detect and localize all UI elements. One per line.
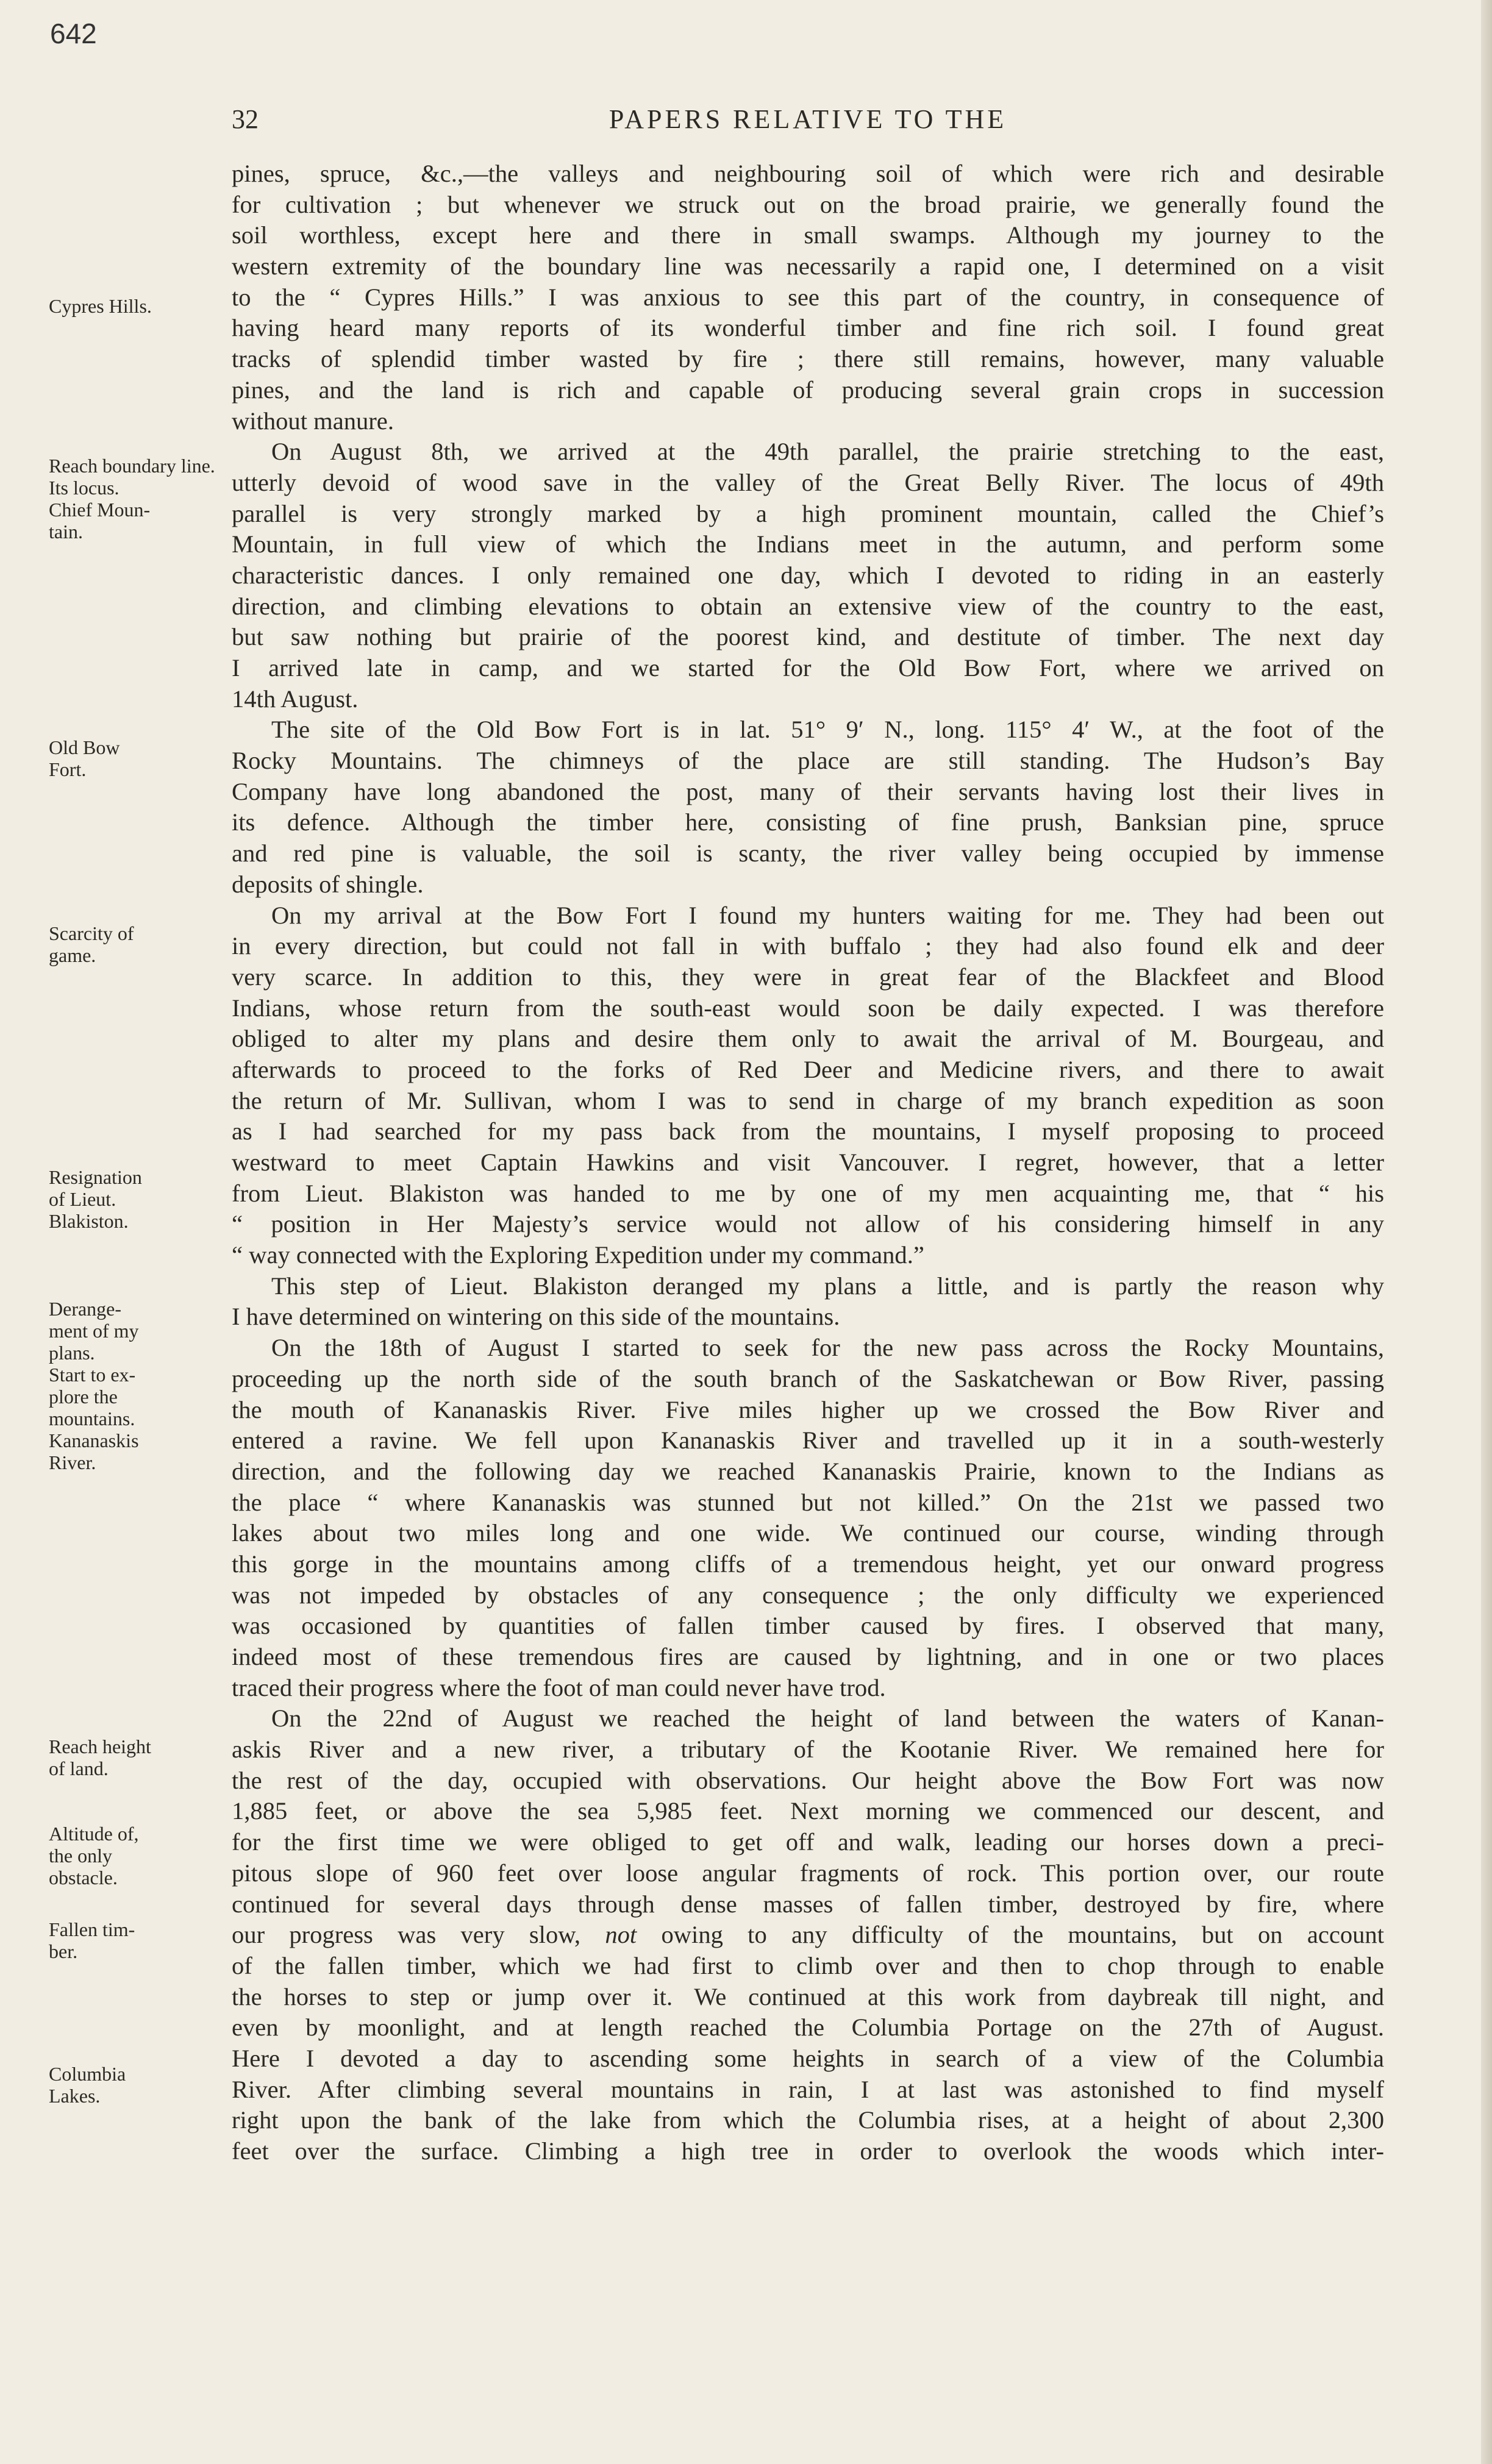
sidenote-line: Resignation bbox=[49, 1166, 142, 1188]
sidenote-resignation-blakiston bbox=[49, 1166, 226, 1232]
text-line: for the first time we were obliged to get off and walk, leading our horses down a preci- bbox=[232, 1828, 1384, 1856]
text-line: soil worthless, except here and there in small swamps. Although my journey to the bbox=[232, 221, 1384, 249]
folio-number: 642 bbox=[50, 18, 97, 49]
sidenote-line: River. bbox=[49, 1451, 96, 1473]
text-line: the rest of the day, occupied with observations. Our height above the Bow Fort was now bbox=[232, 1766, 1384, 1794]
text-line: “ way connected with the Exploring Expedition under my command.” bbox=[232, 1241, 924, 1269]
sidenote-line: Chief Moun- bbox=[49, 499, 151, 521]
sidenote-line: obstacle. bbox=[49, 1867, 118, 1889]
text-line: Rocky Mountains. The chimneys of the place are still standing. The Hudson’s Bay bbox=[232, 747, 1384, 775]
sidenote-line: Cypres Hills. bbox=[49, 295, 152, 317]
running-head bbox=[232, 104, 1384, 140]
text-line: this gorge in the mountains among cliffs of a tremendous height, yet our onward progress bbox=[232, 1550, 1384, 1578]
sidenote-columbia-lakes bbox=[49, 2063, 226, 2107]
text-line: direction, and climbing elevations to obtain an extensive view of the country to the east, bbox=[232, 592, 1384, 620]
text-line: The site of the Old Bow Fort is in lat. 51° 9′ N., long. 115° 4′ W., at the foot of the bbox=[271, 716, 1384, 744]
text-line: to the “ Cypres Hills.” I was anxious to see this part of the country, in consequence of bbox=[232, 283, 1384, 311]
text-line: On the 22nd of August we reached the height of land between the waters of Kanan- bbox=[271, 1704, 1384, 1732]
text-line: traced their progress where the foot of man could never have trod. bbox=[232, 1673, 886, 1701]
text-line: indeed most of these tremendous fires are caused by lightning, and in one or two places bbox=[232, 1643, 1384, 1670]
sidenote-old-bow-fort bbox=[49, 736, 226, 780]
text-line: askis River and a new river, a tributary of the Kootanie River. We remained here for bbox=[232, 1736, 1384, 1764]
text-line: even by moonlight, and at length reached the Columbia Portage on the 27th of August. bbox=[232, 2014, 1384, 2042]
text-line: from Lieut. Blakiston was handed to me by one of my men acquainting me, that “ his bbox=[232, 1179, 1384, 1207]
text-line: our progress was very slow, not owing to any difficulty of the mountains, but on account bbox=[232, 1921, 1384, 1949]
sidenote-line: Reach height bbox=[49, 1736, 151, 1757]
sidenote-line: Columbia bbox=[49, 2063, 126, 2085]
sidenote-line: Fort. bbox=[49, 758, 87, 780]
text-line: I have determined on wintering on this side of the mountains. bbox=[232, 1303, 840, 1331]
sidenote-line: Derange- bbox=[49, 1298, 122, 1320]
sidenote-derangement-of-plans bbox=[49, 1298, 226, 1473]
sidenote-line: Fallen tim- bbox=[49, 1918, 135, 1940]
sidenote-boundary-line bbox=[49, 455, 226, 543]
text-line: feet over the surface. Climbing a high tree in order to overlook the woods which inter- bbox=[232, 2137, 1384, 2165]
text-line: deposits of shingle. bbox=[232, 870, 424, 898]
text-line: On the 18th of August I started to seek for the new pass across the Rocky Mountains, bbox=[271, 1334, 1384, 1362]
text-line: as I had searched for my pass back from the mountains, I myself proposing to proceed bbox=[232, 1117, 1384, 1145]
text-line: River. After climbing several mountains in rain, I at last was astonished to find myself bbox=[232, 2075, 1384, 2103]
text-line: was occasioned by quantities of fallen timber caused by fires. I observed that many, bbox=[232, 1612, 1384, 1640]
sidenote-line: Kananaskis bbox=[49, 1430, 139, 1451]
sidenote-cypres-hills bbox=[49, 295, 226, 317]
text-line: for cultivation ; but whenever we struck out on the broad prairie, we generally found the bbox=[232, 190, 1384, 218]
sidenote-line: Reach boundary line. bbox=[49, 455, 215, 477]
text-line: in every direction, but could not fall in with buffalo ; they had also found elk and deer bbox=[232, 932, 1384, 960]
text-line: proceeding up the north side of the south branch of the Saskatchewan or Bow River, passing bbox=[232, 1364, 1384, 1392]
text-line: On August 8th, we arrived at the 49th parallel, the prairie stretching to the east, bbox=[271, 438, 1384, 466]
text-line: Here I devoted a day to ascending some heights in search of a view of the Columbia bbox=[232, 2044, 1384, 2072]
text-line: very scarce. In addition to this, they were in great fear of the Blackfeet and Blood bbox=[232, 963, 1384, 991]
text-line: the mouth of Kananaskis River. Five miles higher up we crossed the Bow River and bbox=[232, 1395, 1384, 1423]
sidenote-line: Scarcity of bbox=[49, 922, 134, 944]
sidenote-line: of land. bbox=[49, 1757, 109, 1779]
text-line: its defence. Although the timber here, consisting of fine prush, Banksian pine, spruce bbox=[232, 808, 1384, 836]
sidenote-line: game. bbox=[49, 944, 96, 966]
text-line: pines, spruce, &c.,—the valleys and neighbouring soil of which were rich and desirable bbox=[232, 160, 1384, 187]
sidenote-fallen-timber bbox=[49, 1918, 226, 1962]
text-line: having heard many reports of its wonderful timber and fine rich soil. I found great bbox=[232, 314, 1384, 342]
sidenote-line: plans. bbox=[49, 1342, 95, 1364]
text-line: the place “ where Kananaskis was stunned but not killed.” On the 21st we passed two bbox=[232, 1488, 1384, 1516]
text-line: without manure. bbox=[232, 407, 394, 435]
sidenote-line: tain. bbox=[49, 521, 83, 543]
text-line: direction, and the following day we reached Kananaskis Prairie, known to the Indians as bbox=[232, 1457, 1384, 1485]
text-line: 1,885 feet, or above the sea 5,985 feet. Next morning we commenced our descent, and bbox=[232, 1797, 1384, 1825]
sidenote-altitude bbox=[49, 1823, 226, 1889]
sidenote-line: Old Bow bbox=[49, 736, 120, 758]
scan-edge bbox=[1481, 0, 1492, 2464]
text-line: western extremity of the boundary line was necessarily a rapid one, I determined on a visit bbox=[232, 252, 1384, 280]
sidenote-line: mountains. bbox=[49, 1408, 135, 1430]
text-line: tracks of splendid timber wasted by fire ; there still remains, however, many valuable bbox=[232, 345, 1384, 373]
text-line: obliged to alter my plans and desire them only to await the arrival of M. Bourgeau, and bbox=[232, 1025, 1384, 1053]
text-line: westward to meet Captain Hawkins and visit Vancouver. I regret, however, that a letter bbox=[232, 1148, 1384, 1176]
text-line: the horses to step or jump over it. We continued at this work from daybreak till night, and bbox=[232, 1982, 1384, 2010]
text-line: “ position in Her Majesty’s service would not allow of his considering himself in any bbox=[232, 1210, 1384, 1238]
text-line: characteristic dances. I only remained one day, which I devoted to riding in an easterly bbox=[232, 561, 1384, 589]
text-line: parallel is very strongly marked by a high prominent mountain, called the Chief’s bbox=[232, 499, 1384, 527]
sidenote-line: ment of my bbox=[49, 1320, 139, 1342]
text-line: and red pine is valuable, the soil is scanty, the river valley being occupied by immense bbox=[232, 839, 1384, 867]
text-line: right upon the bank of the lake from which the Columbia rises, at a height of about 2,300 bbox=[232, 2106, 1384, 2134]
text-line: Company have long abandoned the post, many of their servants having lost their lives in bbox=[232, 777, 1384, 805]
sidenote-line: ber. bbox=[49, 1940, 78, 1962]
text-line: entered a ravine. We fell upon Kananaskis River and travelled up it in a south-westerly bbox=[232, 1426, 1384, 1455]
text-line: On my arrival at the Bow Fort I found my hunters waiting for me. They had been out bbox=[271, 901, 1384, 929]
body-text bbox=[232, 158, 1384, 2167]
sidenote-scarcity-of-game bbox=[49, 922, 226, 966]
emphasis: not bbox=[605, 1921, 637, 1949]
text-line: afterwards to proceed to the forks of Red Deer and Medicine rivers, and there to await bbox=[232, 1055, 1384, 1083]
text-line: but saw nothing but prairie of the poorest kind, and destitute of timber. The next day bbox=[232, 623, 1384, 651]
text-line: I arrived late in camp, and we started for the Old Bow Fort, where we arrived on bbox=[232, 654, 1384, 682]
text-line: was not impeded by obstacles of any consequence ; the only difficulty we experienced bbox=[232, 1581, 1384, 1609]
text-line: lakes about two miles long and one wide. We continued our course, winding through bbox=[232, 1519, 1384, 1547]
sidenote-height-of-land bbox=[49, 1736, 226, 1779]
text-line: pines, and the land is rich and capable of producing several grain crops in succession bbox=[232, 376, 1384, 404]
text-line: This step of Lieut. Blakiston deranged my plans a little, and is partly the reason why bbox=[271, 1272, 1384, 1300]
sidenote-line: Lakes. bbox=[49, 2085, 101, 2107]
running-title: PAPERS RELATIVE TO THE bbox=[609, 104, 1007, 134]
sidenote-line: of Lieut. bbox=[49, 1188, 116, 1210]
page-number: 32 bbox=[232, 104, 259, 134]
sidenote-line: the only bbox=[49, 1845, 112, 1867]
sidenote-line: Blakiston. bbox=[49, 1210, 129, 1232]
sidenote-line: Its locus. bbox=[49, 477, 120, 499]
text-line: the return of Mr. Sullivan, whom I was to send in charge of my branch expedition as soon bbox=[232, 1086, 1384, 1114]
text-line: pitous slope of 960 feet over loose angular fragments of rock. This portion over, our route bbox=[232, 1859, 1384, 1887]
text-line: Indians, whose return from the south-east would soon be daily expected. I was therefore bbox=[232, 994, 1384, 1022]
text-line: utterly devoid of wood save in the valley of the Great Belly River. The locus of 49th bbox=[232, 468, 1384, 496]
text-line: continued for several days through dense masses of fallen timber, destroyed by fire, where bbox=[232, 1890, 1384, 1918]
text-line: Mountain, in full view of which the Indians meet in the autumn, and perform some bbox=[232, 530, 1384, 558]
sidenote-line: Start to ex- bbox=[49, 1364, 136, 1386]
sidenote-line: plore the bbox=[49, 1386, 118, 1408]
text-line: of the fallen timber, which we had first to climb over and then to chop through to enable bbox=[232, 1951, 1384, 1979]
text-line: 14th August. bbox=[232, 685, 359, 713]
sidenote-line: Altitude of, bbox=[49, 1823, 139, 1845]
